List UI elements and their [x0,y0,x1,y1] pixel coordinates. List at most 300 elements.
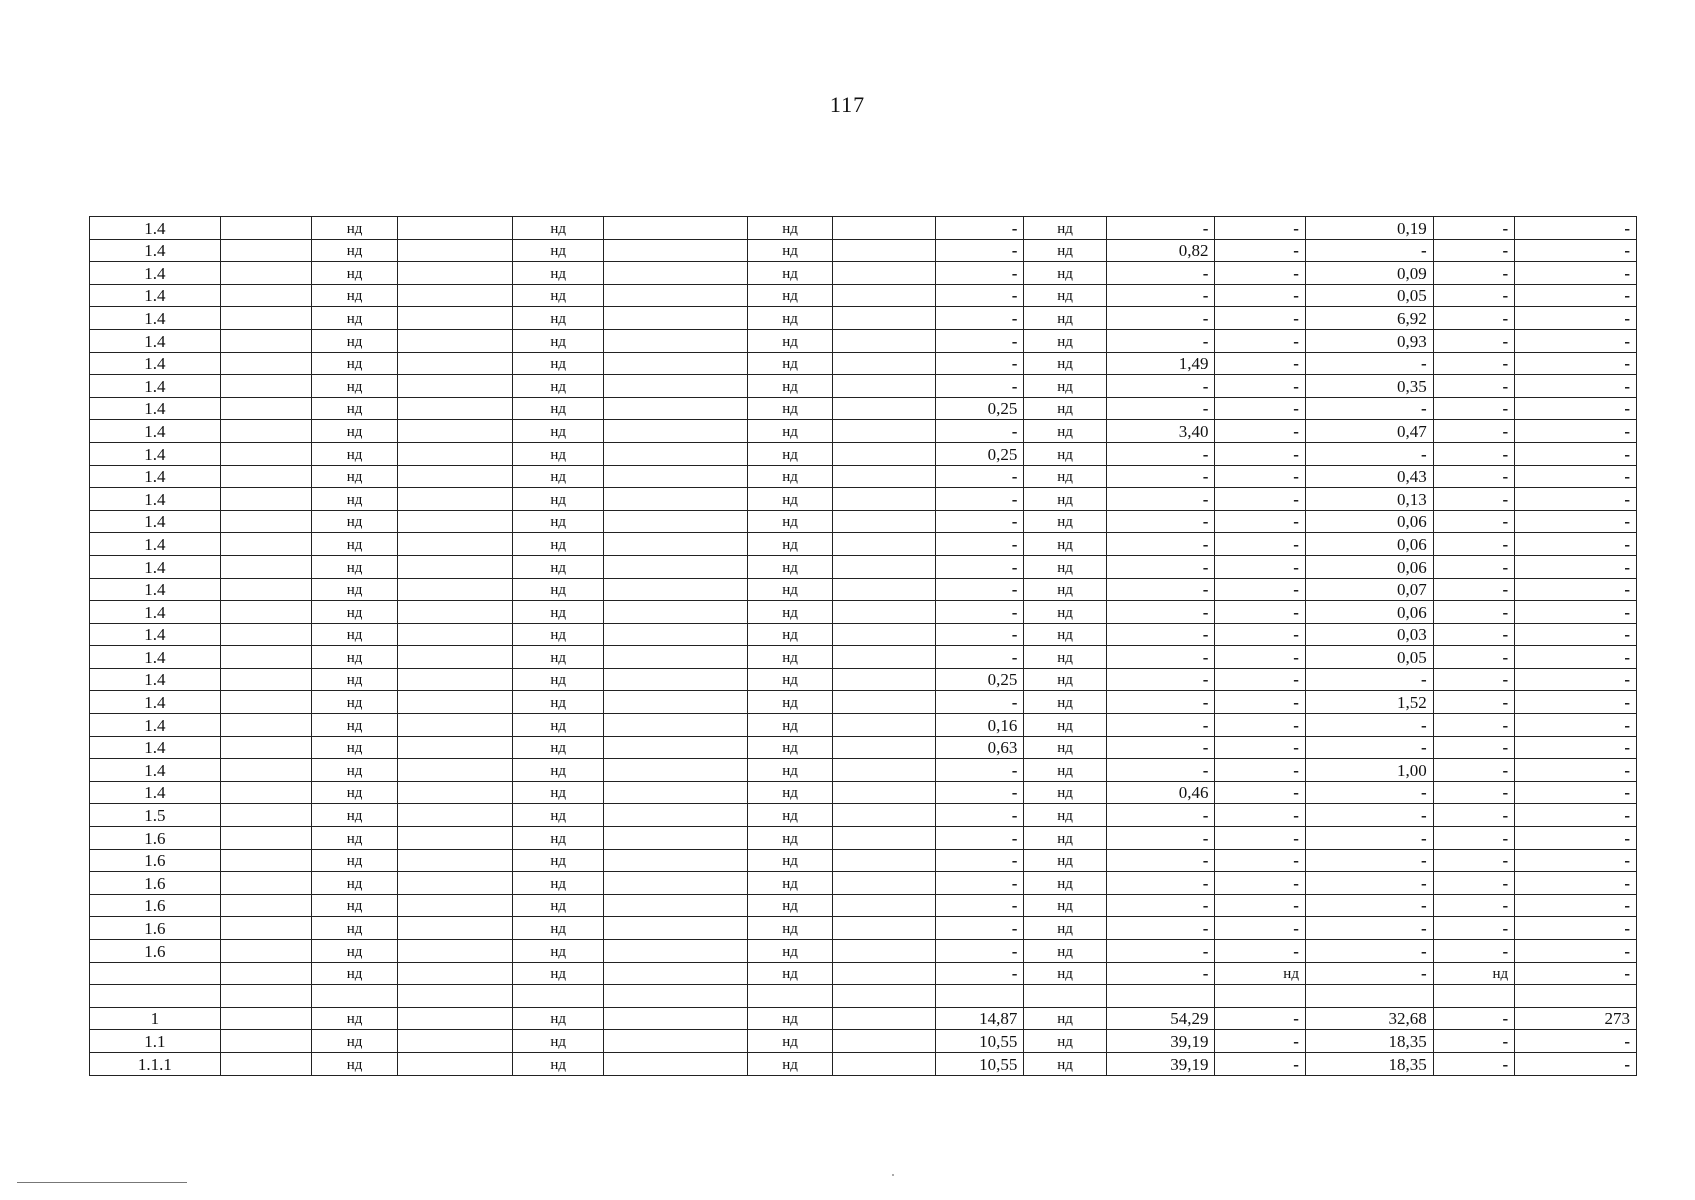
table-cell: нд [312,827,397,850]
table-cell: нд [312,555,397,578]
table-cell [833,691,936,714]
table-cell: 1.4 [90,533,221,556]
table-cell: - [1106,601,1215,624]
table-cell: - [1515,420,1637,443]
table-cell [833,714,936,737]
table-cell [397,646,513,669]
table-cell [220,962,312,985]
table-cell: - [1106,284,1215,307]
table-cell: нд [1024,623,1106,646]
table-cell: 1.4 [90,759,221,782]
table-cell: 10,55 [935,1030,1024,1053]
table-cell: нд [1215,962,1306,985]
table-cell: - [935,284,1024,307]
table-cell: нд [513,578,604,601]
table-cell [220,668,312,691]
table-cell: нд [747,601,832,624]
table-cell [603,1030,747,1053]
table-cell: - [1215,736,1306,759]
table-cell: нд [747,827,832,850]
table-cell: - [1433,601,1514,624]
table-cell: - [1106,962,1215,985]
table-row [90,940,1637,963]
table-body [90,217,1637,1076]
table-cell: нд [513,668,604,691]
table-cell: - [1215,872,1306,895]
table-cell: нд [747,578,832,601]
table-cell: - [1215,714,1306,737]
table-cell: - [1433,781,1514,804]
table-cell [220,420,312,443]
table-cell: - [1106,894,1215,917]
table-cell: нд [312,217,397,240]
table-cell: - [1215,804,1306,827]
table-cell: - [1515,555,1637,578]
table-cell [397,894,513,917]
table-cell [220,533,312,556]
table-cell [220,284,312,307]
table-cell: нд [747,1007,832,1030]
table-cell: - [1305,894,1433,917]
table-cell: 1.4 [90,691,221,714]
table-cell: 0,05 [1305,646,1433,669]
table-cell: нд [312,533,397,556]
table-cell [397,510,513,533]
table-cell: 1.4 [90,262,221,285]
table-cell: - [935,804,1024,827]
table-cell: 1.4 [90,736,221,759]
table-cell: нд [513,691,604,714]
table-cell [397,1052,513,1075]
table-cell: 1.4 [90,239,221,262]
table-cell: - [1106,623,1215,646]
table-cell: - [1515,646,1637,669]
table-cell: - [1215,217,1306,240]
table-cell [220,691,312,714]
table-cell [833,307,936,330]
scan-speck [892,1174,894,1176]
table-cell: нд [747,1052,832,1075]
table-cell: - [1433,646,1514,669]
table-cell: - [935,781,1024,804]
table-cell: 1.4 [90,217,221,240]
table-cell [1433,985,1514,1008]
table-cell: нд [312,962,397,985]
table-cell: нд [747,872,832,895]
table-cell [220,894,312,917]
table-cell: 0,06 [1305,510,1433,533]
table-row [90,375,1637,398]
table-cell [747,985,832,1008]
table-cell: нд [513,601,604,624]
table-cell [397,962,513,985]
table-cell [603,1007,747,1030]
table-cell: нд [747,691,832,714]
table-cell: - [1106,217,1215,240]
table-cell [833,668,936,691]
table-cell: - [1515,375,1637,398]
table-cell: - [1433,1007,1514,1030]
table-cell [603,714,747,737]
table-cell: - [1515,442,1637,465]
table-cell: - [1515,284,1637,307]
table-cell: нд [747,646,832,669]
table-cell: 1.5 [90,804,221,827]
table-cell: нд [312,872,397,895]
table-cell: - [1305,397,1433,420]
table-cell: нд [312,1007,397,1030]
table-cell: нд [747,759,832,782]
table-cell [220,917,312,940]
table-cell [1305,985,1433,1008]
table-cell [397,217,513,240]
table-cell: нд [1024,804,1106,827]
table-cell: - [1433,217,1514,240]
table-cell: - [1515,1052,1637,1075]
table-cell: 18,35 [1305,1052,1433,1075]
table-cell: нд [513,1007,604,1030]
table-cell: нд [1024,894,1106,917]
table-cell: нд [1024,962,1106,985]
table-cell: - [1215,307,1306,330]
table-cell: 1.4 [90,352,221,375]
table-row [90,307,1637,330]
table-cell [220,488,312,511]
table-cell [397,488,513,511]
table-cell: нд [312,397,397,420]
table-cell: нд [1024,691,1106,714]
table-cell: - [1215,510,1306,533]
table-cell: нд [1024,781,1106,804]
table-cell [833,1030,936,1053]
table-cell [220,397,312,420]
table-cell [603,872,747,895]
table-cell: 273 [1515,1007,1637,1030]
table-cell: нд [312,375,397,398]
table-cell [397,1030,513,1053]
table-cell [90,985,221,1008]
table-cell: - [1433,804,1514,827]
table-cell: нд [312,804,397,827]
table-cell: 0,06 [1305,555,1433,578]
table-cell: - [1106,555,1215,578]
table-cell [397,601,513,624]
table-cell: нд [312,307,397,330]
table-cell: 1,49 [1106,352,1215,375]
table-cell: нд [513,940,604,963]
table-cell [1106,985,1215,1008]
table-cell: нд [513,1030,604,1053]
table-cell [220,827,312,850]
table-cell: 1.1.1 [90,1052,221,1075]
table-cell [220,781,312,804]
table-cell: нд [312,623,397,646]
table-cell: - [1215,488,1306,511]
table-cell: нд [312,894,397,917]
table-cell: нд [1024,827,1106,850]
table-cell: - [1106,533,1215,556]
table-cell [833,555,936,578]
table-cell [935,985,1024,1008]
table-cell [397,849,513,872]
table-cell: нд [747,894,832,917]
table-cell: 0,16 [935,714,1024,737]
table-cell: - [1433,533,1514,556]
table-cell: 0,63 [935,736,1024,759]
table-cell: 14,87 [935,1007,1024,1030]
table-cell [220,262,312,285]
table-cell: - [1433,329,1514,352]
table-cell: нд [312,465,397,488]
table-cell: нд [513,239,604,262]
table-cell [603,849,747,872]
table-cell: нд [747,533,832,556]
table-cell: - [1106,329,1215,352]
table-cell: - [935,962,1024,985]
table-cell: - [1433,872,1514,895]
table-cell: 1.6 [90,940,221,963]
table-cell: нд [513,375,604,398]
table-cell [603,940,747,963]
table-row [90,262,1637,285]
table-cell [397,781,513,804]
table-cell: нд [747,962,832,985]
table-cell [397,759,513,782]
table-cell: нд [747,488,832,511]
table-cell: - [1106,736,1215,759]
table-cell: 1.4 [90,668,221,691]
table-cell [397,691,513,714]
table-cell: - [1515,465,1637,488]
table-cell: - [1433,940,1514,963]
table-cell: - [1106,849,1215,872]
table-cell: - [1215,1030,1306,1053]
table-cell: нд [747,714,832,737]
footer-rule [17,1182,187,1183]
table-cell: - [1515,397,1637,420]
table-cell: 39,19 [1106,1030,1215,1053]
table-cell: нд [1024,917,1106,940]
table-cell: - [1515,601,1637,624]
table-cell [397,668,513,691]
table-cell: нд [747,668,832,691]
table-cell: 1.4 [90,578,221,601]
table-cell: - [1515,510,1637,533]
table-cell [603,442,747,465]
table-cell: нд [513,872,604,895]
table-cell: нд [513,555,604,578]
table-cell: 39,19 [1106,1052,1215,1075]
table-row [90,533,1637,556]
table-cell [833,533,936,556]
table-cell: - [1515,262,1637,285]
table-cell: - [1215,917,1306,940]
table-cell: 1.4 [90,442,221,465]
table-cell: - [935,375,1024,398]
table-cell: нд [1024,555,1106,578]
table-cell: - [1433,375,1514,398]
table-cell: 1,52 [1305,691,1433,714]
table-cell: нд [747,307,832,330]
table-cell: нд [312,781,397,804]
table-cell: нд [312,736,397,759]
table-cell: - [1215,759,1306,782]
table-cell: - [1515,623,1637,646]
table-cell [603,668,747,691]
table-cell: нд [312,510,397,533]
table-cell [220,804,312,827]
table-cell: - [1305,917,1433,940]
table-cell [833,352,936,375]
table-cell [833,759,936,782]
table-cell: - [1515,894,1637,917]
table-cell: - [1433,262,1514,285]
table-cell: - [1215,827,1306,850]
table-cell: нд [312,578,397,601]
table-cell [1215,985,1306,1008]
table-cell: 0,25 [935,397,1024,420]
table-cell: - [1433,691,1514,714]
table-row [90,601,1637,624]
table-cell: - [1106,872,1215,895]
table-cell: нд [513,420,604,443]
table-cell [603,510,747,533]
table-cell: 1.4 [90,465,221,488]
table-cell: нд [513,217,604,240]
table-cell: нд [513,894,604,917]
table-cell: - [1305,714,1433,737]
table-cell [603,623,747,646]
table-cell [220,307,312,330]
table-cell: - [1305,962,1433,985]
table-cell: 1.4 [90,329,221,352]
table-cell: 1.4 [90,623,221,646]
table-cell: нд [513,804,604,827]
page-number: 117 [829,92,866,117]
table-cell: 1.4 [90,420,221,443]
table-cell: нд [513,917,604,940]
table-cell: нд [747,420,832,443]
table-cell [90,962,221,985]
table-row [90,239,1637,262]
table-cell [603,420,747,443]
table-cell [220,555,312,578]
table-cell [603,578,747,601]
table-cell: нд [513,307,604,330]
table-cell: нд [312,759,397,782]
table-row [90,781,1637,804]
table-cell: нд [1024,714,1106,737]
table-cell: нд [513,442,604,465]
table-cell [312,985,397,1008]
table-cell: нд [1024,239,1106,262]
table-cell [397,1007,513,1030]
table-cell: 54,29 [1106,1007,1215,1030]
table-cell: - [1215,284,1306,307]
table-cell: - [1433,442,1514,465]
table-cell: - [1515,917,1637,940]
table-cell: - [935,578,1024,601]
table-cell: нд [513,623,604,646]
table-cell [603,827,747,850]
table-row [90,623,1637,646]
table-cell: - [1515,352,1637,375]
table-cell [833,601,936,624]
table-cell: - [1106,759,1215,782]
table-cell [603,736,747,759]
table-cell: - [1433,894,1514,917]
table-cell: - [1106,510,1215,533]
table-cell: - [1215,533,1306,556]
table-cell: нд [747,352,832,375]
table-cell: - [935,533,1024,556]
table-cell [220,465,312,488]
table-cell: нд [1024,849,1106,872]
table-cell: - [1433,759,1514,782]
table-cell: - [1215,623,1306,646]
table-row [90,284,1637,307]
table-cell: - [1106,488,1215,511]
table-cell: - [1305,239,1433,262]
table-cell: нд [1024,329,1106,352]
table-cell: нд [513,962,604,985]
table-cell: - [935,827,1024,850]
table-cell: 0,35 [1305,375,1433,398]
table-cell: - [1215,646,1306,669]
table-row [90,668,1637,691]
table-cell: - [935,329,1024,352]
table-cell [833,781,936,804]
table-row [90,646,1637,669]
table-cell: нд [1024,465,1106,488]
table-cell [603,533,747,556]
table-cell: - [1106,917,1215,940]
table-cell [833,962,936,985]
table-row [90,217,1637,240]
table-cell: нд [513,329,604,352]
table-cell: - [1305,352,1433,375]
table-cell [833,217,936,240]
table-cell [397,985,513,1008]
table-cell [397,804,513,827]
table-cell [833,985,936,1008]
table-cell [397,397,513,420]
table-cell: нд [1024,759,1106,782]
table-cell: нд [312,691,397,714]
table-cell: нд [513,736,604,759]
table-row [90,329,1637,352]
table-cell [220,714,312,737]
table-row [90,714,1637,737]
table-cell: нд [1024,533,1106,556]
table-row [90,1030,1637,1053]
table-cell: - [1215,465,1306,488]
table-cell [220,623,312,646]
table-row [90,488,1637,511]
table-cell: - [1433,284,1514,307]
table-cell [220,217,312,240]
table-cell: - [1106,465,1215,488]
table-cell [603,759,747,782]
table-cell [397,420,513,443]
table-cell [833,262,936,285]
table-cell: - [1106,827,1215,850]
table-cell: нд [513,397,604,420]
table-cell [833,578,936,601]
table-cell: нд [513,465,604,488]
table-cell: - [935,352,1024,375]
table-cell: 1.4 [90,284,221,307]
